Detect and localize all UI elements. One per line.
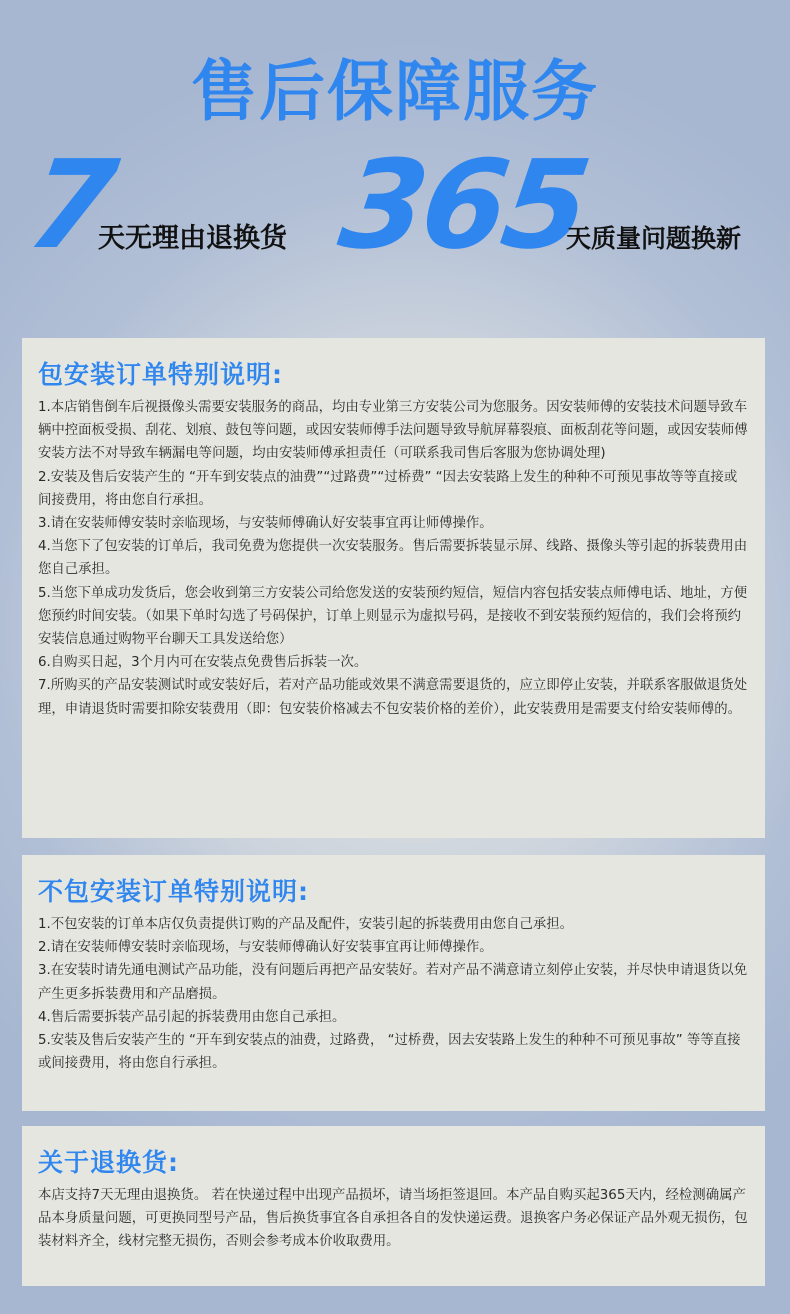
quality-days-number: 365 — [332, 134, 595, 276]
no-install-item-4: 4.售后需要拆装产品引起的拆装费用由您自己承担。 — [38, 1009, 346, 1025]
returns-heading: 关于退换货: — [38, 1148, 179, 1177]
install-item-5: 5.当您下单成功发货后，您会收到第三方安装公司给您发送的安装预约短信，短信内容包括安装点师傅电话、地址，方便您预约时间安装。（如果下单时勾选了号码保护，订单上则显示为虚拟号码，是接收不到安装预约短信的，我们会将预约安装信息通过购物平台聊天工具发送给您） — [38, 585, 748, 648]
no-install-order-section — [22, 855, 765, 1111]
page-title: 售后保障服务 — [191, 53, 599, 130]
install-item-2: 2.安装及售后安装产生的 “开车到安装点的油费”“过路费”“过桥费” “因去安装路上发生的种种不可预见事故等等直接或间接费用，将由您自行承担。 — [38, 469, 738, 508]
no-install-item-3: 3.在安装时请先通电测试产品功能，没有问题后再把产品安装好。若对产品不满意请立刻停止安装，并尽快申请退货以免产生更多拆装费用和产品磨损。 — [38, 963, 748, 1002]
no-install-order-heading: 不包安装订单特别说明: — [38, 877, 309, 906]
install-item-7: 7.所购买的产品安装测试时或安装好后，若对产品功能或效果不满意需要退货的，应立即停止安装，并联系客服做退货处理，申请退货时需要扣除安装费用（即：包安装价格减去不包安装价格的差价），此安装费用是需要支付给安装师傅的。 — [38, 678, 748, 717]
quality-policy-slogan: 天质量问题换新 — [566, 224, 742, 253]
install-item-3: 3.请在安装师傅安装时亲临现场，与安装师傅确认好安装事宜再让师傅操作。 — [38, 516, 493, 532]
seven-days-number: 7 — [20, 134, 125, 276]
returns-section — [22, 1126, 765, 1286]
install-item-6: 6.自购买日起，3个月内可在安装点免费售后拆装一次。 — [38, 655, 368, 671]
install-item-4: 4.当您下了包安装的订单后，我司免费为您提供一次安装服务。售后需要拆装显示屏、线路、摄像头等引起的拆装费用由您自己承担。 — [38, 539, 748, 578]
install-item-1: 1.本店销售倒车后视摄像头需要安装服务的商品，均由专业第三方安装公司为您服务。因安装师傅的安装技术问题导致车辆中控面板受损、刮花、划痕、鼓包等问题，或因安装师傅手法问题导致导航屏幕裂痕、面板刮花等问题，或因安装师傅安装方法不对导致车辆漏电等问题，均由安装师傅承担责任（可联系我司售后客服为您协调处理) — [38, 400, 748, 462]
install-order-heading: 包安装订单特别说明: — [38, 360, 283, 389]
returns-text: 本店支持7天无理由退换货。 若在快递过程中出现产品损坏，请当场拒签退回。本产品自购买起365天内，经检测确属产品本身质量问题，可更换同型号产品，售后换货事宜各自承担各自的发快递运费。退换客户务必保证产品外观无损伤，包装材料齐全，线材完整无损伤，否则会参考成本价收取费用。 — [38, 1188, 748, 1250]
no-install-item-5: 5.安装及售后安装产生的 “开车到安装点的油费，过路费， “过桥费，因去安装路上发生的种种不可预见事故” 等等直接或间接费用，将由您自行承担。 — [38, 1033, 741, 1072]
install-order-section — [22, 338, 765, 838]
no-install-item-1: 1.不包安装的订单本店仅负责提供订购的产品及配件，安装引起的拆装费用由您自己承担。 — [38, 917, 574, 932]
return-policy-slogan: 天无理由退换货 — [98, 223, 287, 254]
no-install-item-2: 2.请在安装师傅安装时亲临现场，与安装师傅确认好安装事宜再让师傅操作。 — [38, 940, 493, 956]
